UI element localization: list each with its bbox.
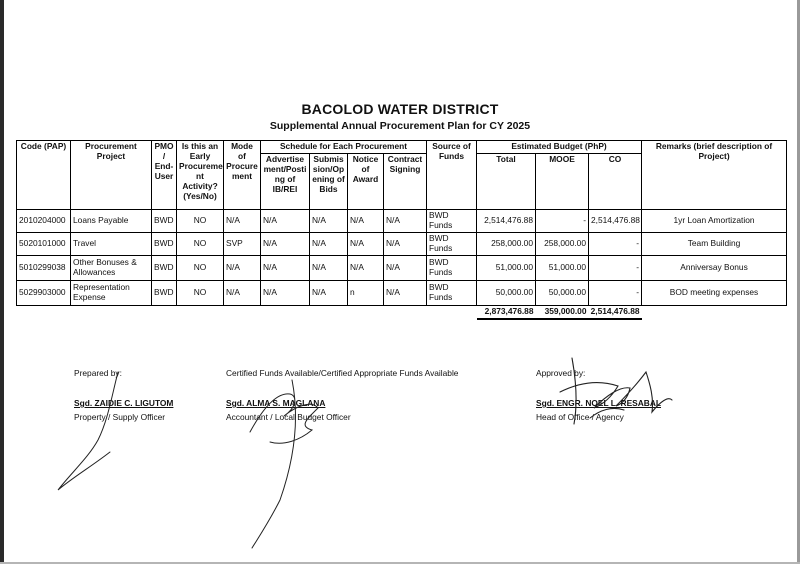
header-budget: Estimated Budget (PhP) — [477, 141, 642, 154]
table-row — [17, 255, 787, 280]
certified-position: Accountant / Local Budget Officer — [226, 412, 351, 422]
header-advert: Advertise ment/Posti ng of IB/REI — [261, 153, 310, 209]
prepared-label: Prepared by: — [74, 368, 122, 378]
table-row — [17, 209, 787, 232]
cell-contract: N/A — [384, 209, 427, 232]
cell-pmo: BWD — [152, 209, 177, 232]
header-source: Source of Funds — [427, 141, 477, 210]
cell-co: - — [589, 232, 642, 255]
header-contract: Contract Signing — [384, 153, 427, 209]
cell-remarks: 1yr Loan Amortization — [642, 209, 787, 232]
cell-advert: N/A — [261, 232, 310, 255]
header-total: Total — [477, 153, 536, 209]
approved-position: Head of Office / Agency — [536, 412, 624, 422]
header-pmo: PMO / End-User — [152, 141, 177, 210]
cell-early: NO — [177, 255, 224, 280]
approved-name: Sgd. ENGR. NOEL L. RESABAL — [536, 398, 662, 408]
header-project: Procurement Project — [71, 141, 152, 210]
header-early: Is this an Early Procureme nt Activity? (Yes/No) — [177, 141, 224, 210]
cell-source: BWD Funds — [427, 232, 477, 255]
cell-notice: N/A — [348, 232, 384, 255]
signatory-prepared — [74, 368, 173, 422]
cell-notice: N/A — [348, 255, 384, 280]
cell-contract: N/A — [384, 280, 427, 305]
cell-project: Travel — [71, 232, 152, 255]
header-mooe: MOOE — [536, 153, 589, 209]
header-row-1 — [17, 141, 787, 154]
cell-code: 2010204000 — [17, 209, 71, 232]
cell-code: 5010299038 — [17, 255, 71, 280]
signatory-certified — [226, 368, 458, 422]
cell-notice: n — [348, 280, 384, 305]
header-schedule: Schedule for Each Procurement — [261, 141, 427, 154]
cell-mode: N/A — [224, 209, 261, 232]
header-remarks: Remarks (brief description of Project) — [642, 141, 787, 210]
cell-code: 5029903000 — [17, 280, 71, 305]
cell-pmo: BWD — [152, 232, 177, 255]
certified-name: Sgd. ALMA S. MAGLANA — [226, 398, 326, 408]
scan-left-edge — [0, 0, 4, 564]
cell-remarks: BOD meeting expenses — [642, 280, 787, 305]
total-budget: 2,873,476.88 — [477, 305, 536, 319]
cell-co: 2,514,476.88 — [589, 209, 642, 232]
header-code: Code (PAP) — [17, 141, 71, 210]
cell-source: BWD Funds — [427, 255, 477, 280]
cell-remarks: Team Building — [642, 232, 787, 255]
cell-submission: N/A — [310, 209, 348, 232]
total-co: 2,514,476.88 — [589, 305, 642, 319]
cell-project: Loans Payable — [71, 209, 152, 232]
cell-code: 5020101000 — [17, 232, 71, 255]
cell-co: - — [589, 280, 642, 305]
cell-mooe: 50,000.00 — [536, 280, 589, 305]
cell-advert: N/A — [261, 280, 310, 305]
cell-advert: N/A — [261, 209, 310, 232]
cell-source: BWD Funds — [427, 280, 477, 305]
cell-source: BWD Funds — [427, 209, 477, 232]
cell-contract: N/A — [384, 255, 427, 280]
cell-early: NO — [177, 280, 224, 305]
header-submission: Submis sion/Op ening of Bids — [310, 153, 348, 209]
cell-submission: N/A — [310, 255, 348, 280]
cell-pmo: BWD — [152, 255, 177, 280]
cell-pmo: BWD — [152, 280, 177, 305]
prepared-position: Property / Supply Officer — [74, 412, 166, 422]
cell-mode: N/A — [224, 280, 261, 305]
cell-project: Other Bonuses & Allowances — [71, 255, 152, 280]
header-notice: Notice of Award — [348, 153, 384, 209]
cell-total: 2,514,476.88 — [477, 209, 536, 232]
total-mooe: 359,000.00 — [536, 305, 589, 319]
approved-label: Approved by: — [536, 368, 586, 378]
cell-remarks: Anniversay Bonus — [642, 255, 787, 280]
cell-notice: N/A — [348, 209, 384, 232]
prepared-name: Sgd. ZAIDIE C. LIGUTOM — [74, 398, 174, 408]
signatory-approved — [536, 368, 661, 422]
header-mode: Mode of Procure ment — [224, 141, 261, 210]
cell-mooe: 258,000.00 — [536, 232, 589, 255]
document-subtitle: Supplemental Annual Procurement Plan for CY 2025 — [269, 120, 531, 132]
cell-total: 258,000.00 — [477, 232, 536, 255]
cell-submission: N/A — [310, 232, 348, 255]
certified-label: Certified Funds Available/Certified Appropriate Funds Available — [226, 368, 459, 378]
cell-total: 50,000.00 — [477, 280, 536, 305]
cell-co: - — [589, 255, 642, 280]
cell-mode: SVP — [224, 232, 261, 255]
document-title: BACOLOD WATER DISTRICT — [301, 101, 499, 117]
cell-mode: N/A — [224, 255, 261, 280]
cell-early: NO — [177, 209, 224, 232]
cell-project: Representation Expense — [71, 280, 152, 305]
cell-mooe: 51,000.00 — [536, 255, 589, 280]
header-co: CO — [589, 153, 642, 209]
procurement-table — [16, 140, 787, 320]
cell-advert: N/A — [261, 255, 310, 280]
cell-early: NO — [177, 232, 224, 255]
cell-total: 51,000.00 — [477, 255, 536, 280]
table-row — [17, 232, 787, 255]
cell-mooe: - — [536, 209, 589, 232]
table-row — [17, 280, 787, 305]
cell-submission: N/A — [310, 280, 348, 305]
totals-row — [17, 305, 787, 319]
cell-contract: N/A — [384, 232, 427, 255]
